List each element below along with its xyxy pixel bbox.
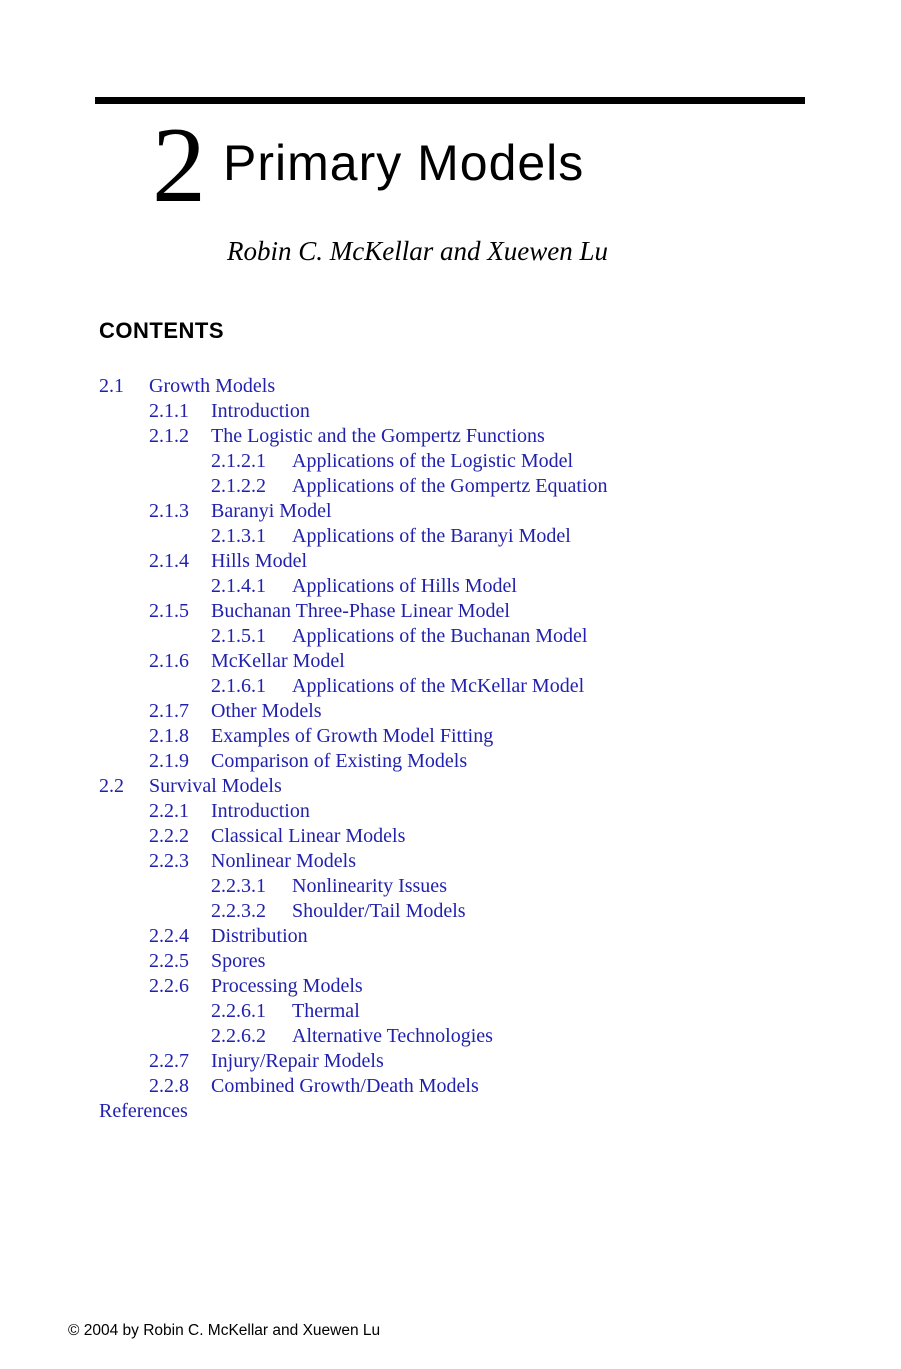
toc-entry-number: 2.1.1 [149, 400, 189, 422]
toc-entry[interactable] [99, 1024, 819, 1049]
toc-entry-label: Nonlinearity Issues [292, 875, 447, 897]
toc-entry-number: 2.1.2.1 [211, 450, 266, 472]
toc-entry[interactable] [99, 374, 819, 399]
toc-entry-label: Nonlinear Models [211, 850, 356, 872]
contents-heading: CONTENTS [99, 318, 224, 343]
toc-entry[interactable] [99, 799, 819, 824]
toc-entry-label: Applications of the Buchanan Model [292, 625, 588, 647]
toc-entry-number: 2.1.6 [149, 650, 189, 672]
toc-entry-label: Comparison of Existing Models [211, 750, 468, 772]
toc-entry[interactable] [99, 924, 819, 949]
toc-entry-number: 2.1.3 [149, 500, 189, 522]
toc-entry-number: 2.1.5 [149, 600, 189, 622]
toc-entry[interactable] [99, 749, 819, 774]
toc-entry-label: Alternative Technologies [292, 1025, 493, 1047]
toc-entry-label: Examples of Growth Model Fitting [211, 725, 494, 747]
toc-entry-number: 2.2.3 [149, 850, 189, 872]
toc-entry[interactable] [99, 699, 819, 724]
toc-entry-number: 2.1.5.1 [211, 625, 266, 647]
toc-entry-number: 2.1.4.1 [211, 575, 266, 597]
toc-entry[interactable] [99, 999, 819, 1024]
toc-entry[interactable] [99, 574, 819, 599]
toc-entry[interactable] [99, 974, 819, 999]
toc-entry-label: Applications of the Logistic Model [292, 450, 574, 472]
toc-entry-number: 2.2.6.1 [211, 1000, 266, 1022]
top-rule-divider [95, 97, 805, 104]
toc-entry-number: 2.2 [99, 775, 124, 797]
toc-entry-label: Introduction [211, 800, 310, 822]
toc-entry-number: 2.2.4 [149, 925, 189, 947]
toc-entry[interactable] [99, 649, 819, 674]
toc-entry[interactable] [99, 949, 819, 974]
toc-entry-number: 2.1.3.1 [211, 525, 266, 547]
toc-entry[interactable] [99, 474, 819, 499]
toc-entry-number: 2.1.7 [149, 700, 189, 722]
toc-entry-label: Injury/Repair Models [211, 1050, 384, 1072]
toc-entry[interactable] [99, 1074, 819, 1099]
chapter-number: 2 [152, 106, 206, 225]
toc-entry-number: 2.2.8 [149, 1075, 189, 1097]
toc-entry-number: 2.2.3.1 [211, 875, 266, 897]
toc-entry[interactable] [99, 399, 819, 424]
toc-entry[interactable] [99, 599, 819, 624]
toc-entry-label: Applications of the Gompertz Equation [292, 475, 608, 497]
toc-entry-number: 2.1.8 [149, 725, 189, 747]
footer-copyright: © 2004 by Robin C. McKellar and Xuewen Lu [68, 1322, 381, 1339]
toc-entry[interactable] [99, 874, 819, 899]
toc-entry-number: 2.1.4 [149, 550, 189, 572]
toc-entry-label: Introduction [211, 400, 310, 422]
toc-entry[interactable] [99, 674, 819, 699]
toc-entry-label: Shoulder/Tail Models [292, 900, 466, 922]
toc-entry-number: 2.2.1 [149, 800, 189, 822]
toc-entry-number: 2.2.5 [149, 950, 189, 972]
toc-entry-number: 2.2.2 [149, 825, 189, 847]
toc-entry-number: 2.1.9 [149, 750, 189, 772]
toc-entry-number: 2.2.6 [149, 975, 189, 997]
toc-entry-label: Combined Growth/Death Models [211, 1075, 479, 1097]
toc-entry-label: References [99, 1100, 188, 1122]
toc-entry-label: Applications of Hills Model [292, 575, 517, 597]
toc-entry-label: Buchanan Three-Phase Linear Model [211, 600, 510, 622]
toc-entry[interactable] [99, 449, 819, 474]
toc-entry-number: 2.1.6.1 [211, 675, 266, 697]
toc-entry[interactable] [99, 549, 819, 574]
chapter-authors: Robin C. McKellar and Xuewen Lu [227, 236, 608, 266]
toc-entry[interactable] [99, 849, 819, 874]
toc-entry[interactable] [99, 499, 819, 524]
toc-entry-number: 2.2.3.2 [211, 900, 266, 922]
toc-entry-label: Spores [211, 950, 266, 972]
toc-entry-label: Baranyi Model [211, 500, 332, 522]
toc-entry-label: Applications of the Baranyi Model [292, 525, 571, 547]
toc-entry-number: 2.1.2 [149, 425, 189, 447]
toc-entry[interactable] [99, 424, 819, 449]
toc-entry-label: Other Models [211, 700, 322, 722]
toc-entry-number: 2.2.7 [149, 1050, 189, 1072]
toc-entry[interactable] [99, 524, 819, 549]
toc-entry-label: Applications of the McKellar Model [292, 675, 585, 697]
toc-entry-label: Distribution [211, 925, 308, 947]
toc-entry-number: 2.1 [99, 375, 124, 397]
toc-entry[interactable] [99, 624, 819, 649]
toc-entry-label: Hills Model [211, 550, 308, 572]
toc-entry-number: 2.1.2.2 [211, 475, 266, 497]
toc-entry[interactable] [99, 824, 819, 849]
toc-entry-label: McKellar Model [211, 650, 345, 672]
toc-entry-label: Classical Linear Models [211, 825, 406, 847]
toc-list [99, 374, 819, 1124]
toc-entry[interactable] [99, 774, 819, 799]
toc-entry[interactable] [99, 1099, 819, 1124]
toc-entry-label: Survival Models [149, 775, 282, 797]
toc-entry[interactable] [99, 724, 819, 749]
toc-entry[interactable] [99, 1049, 819, 1074]
chapter-title: Primary Models [223, 135, 585, 191]
toc-entry-label: Thermal [292, 1000, 360, 1022]
toc-entry[interactable] [99, 899, 819, 924]
toc-entry-number: 2.2.6.2 [211, 1025, 266, 1047]
toc-entry-label: Growth Models [149, 375, 276, 397]
toc-entry-label: Processing Models [211, 975, 363, 997]
toc-entry-label: The Logistic and the Gompertz Functions [211, 425, 545, 447]
